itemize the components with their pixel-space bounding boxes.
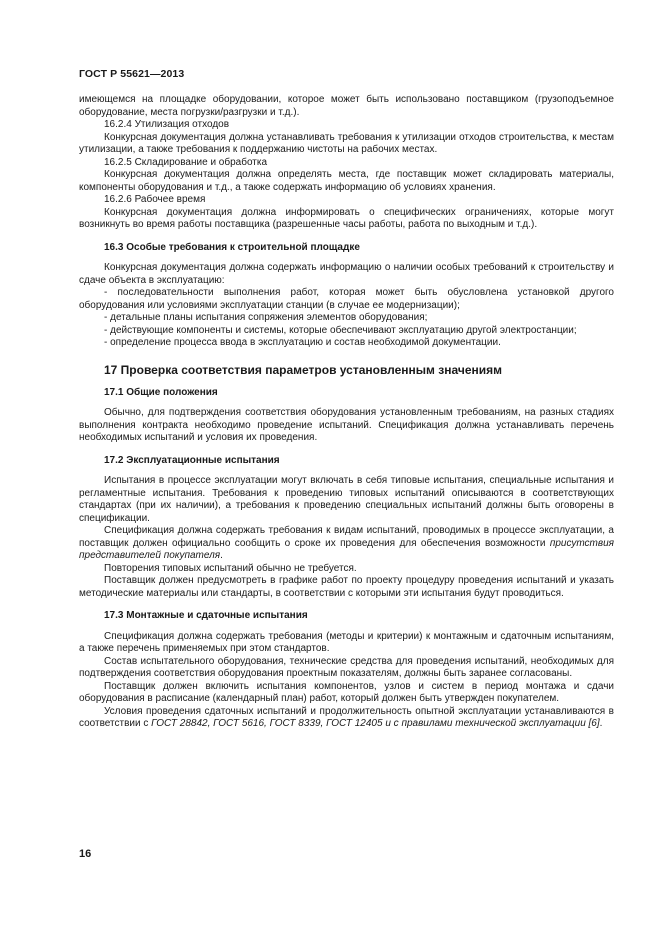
- paragraph-continuation: имеющемся на площадке оборудовании, которое может быть использовано поставщиком (грузоподъемное оборудование, места погрузки/разгрузки и т.д.).: [79, 94, 614, 118]
- text-run: .: [599, 718, 603, 729]
- subsection-heading-16-2-6: 16.2.6 Рабочее время: [104, 194, 206, 205]
- paragraph: Конкурсная документация должна информировать о специфических ограничениях, которые могут возникнуть во время работы поставщика (разрешенные часы работы, работа по выходным и т.д.).: [79, 206, 614, 230]
- paragraph: [79, 706, 614, 731]
- paragraph: Спецификация должна содержать требования (методы и критерии) к монтажным и сдаточным испытаниям, а также перечень применяемых при этом стандартов.: [79, 630, 614, 654]
- paragraph: Обычно, для подтверждения соответствия оборудования установленным требованиям, на разных стадиях выполнения контракта необходимо проведение испытаний. Спецификация должна устанавливать перечень необходимых испытаний и условия их проведения.: [79, 407, 614, 443]
- section-heading-17-1: 17.1 Общие положения: [104, 386, 218, 398]
- section-heading-17-2: 17.2 Эксплуатационные испытания: [104, 454, 280, 466]
- list-item: - детальные планы испытания сопряжения элементов оборудования;: [104, 312, 428, 323]
- list-item: - определение процесса ввода в эксплуатацию и состав необходимой документации.: [104, 337, 501, 348]
- subsection-heading-16-2-4: 16.2.4 Утилизация отходов: [104, 119, 230, 130]
- section-heading-16-3: 16.3 Особые требования к строительной площадке: [104, 241, 360, 253]
- text-run: .: [220, 550, 223, 561]
- list-item: - последовательности выполнения работ, которая может быть обусловлена установкой другого оборудования или условиями эксплуатации станции (в случае ее модернизации);: [79, 287, 614, 311]
- paragraph: Конкурсная документация должна устанавливать требования к утилизации отходов строительства, к местам утилизации, а также требования к поддержанию чистоты на рабочих местах.: [79, 131, 614, 155]
- paragraph: Состав испытательного оборудования, технические средства для проведения испытаний, необходимых для подтверждения соответствия оборудования проектным показателям, должны быть заранее согласованы.: [79, 655, 614, 679]
- section-heading-17-3: 17.3 Монтажные и сдаточные испытания: [104, 610, 308, 621]
- page-number: 16: [79, 848, 92, 860]
- list-item: - действующие компоненты и системы, которые обеспечивают эксплуатацию другой электростанции;: [104, 324, 577, 336]
- document-header: ГОСТ Р 55621—2013: [79, 68, 185, 80]
- paragraph: [79, 525, 614, 563]
- italic-text: присутствия представителей покупателя: [79, 537, 614, 561]
- subsection-heading-16-2-5: 16.2.5 Складирование и обработка: [104, 156, 268, 168]
- text-run: Условия проведения сдаточных испытаний и продолжительность опытной эксплуатации устанавливаются в соответствии с: [79, 705, 614, 729]
- paragraph: Испытания в процессе эксплуатации могут включать в себя типовые испытания, специальные испытания и регламентные испытания. Требования к проведению типовых испытаний описываются в соответствующих стандартах (при их наличии), а требования к проведению специальных испытаний должны быть оговорены в спецификации.: [79, 475, 614, 524]
- paragraph: Конкурсная документация должна содержать информацию о наличии особых требований к строительству и сдаче объекта в эксплуатацию:: [79, 262, 614, 286]
- paragraph: Повторения типовых испытаний обычно не требуется.: [104, 562, 357, 574]
- paragraph: Поставщик должен предусмотреть в графике работ по проекту процедуру проведения испытаний и указать методические материалы или стандарты, в соответствии с которыми эти испытания будут проводиться.: [79, 575, 614, 599]
- text-run: Спецификация должна содержать требования к видам испытаний, проводимых в процессе эксплуатации, а поставщик должен официально сообщить о сроке их проведения для обеспечения возможности: [79, 525, 614, 549]
- chapter-heading-17: 17 Проверка соответствия параметров установленным значениям: [104, 362, 502, 377]
- paragraph: Поставщик должен включить испытания компонентов, узлов и систем в период монтажа и сдачи оборудования в расписание (календарный план) работ, который должен быть утвержден покупателем.: [79, 680, 614, 704]
- document-body: [79, 94, 614, 731]
- paragraph: Конкурсная документация должна определять места, где поставщик может складировать материалы, компоненты оборудования и т.д., а также содержать информацию об условиях хранения.: [79, 169, 614, 193]
- italic-text: ГОСТ 28842, ГОСТ 5616, ГОСТ 8339, ГОСТ 12405 и с правилами технической эксплуатации [6]: [151, 718, 600, 729]
